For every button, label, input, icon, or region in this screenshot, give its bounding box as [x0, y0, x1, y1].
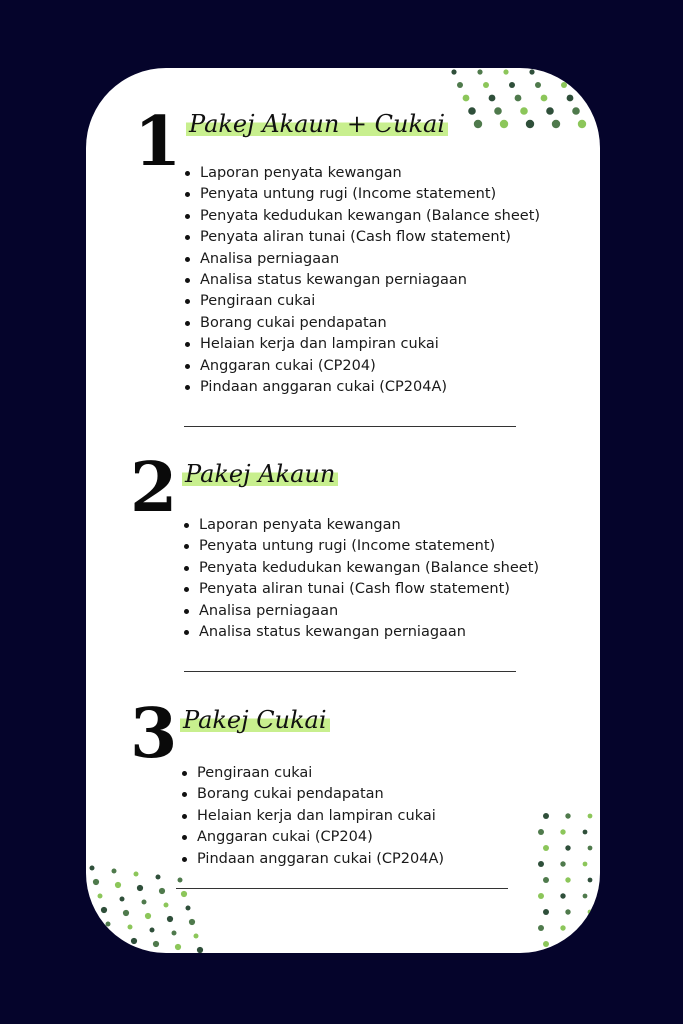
list-item: Penyata aliran tunai (Cash flow statement) — [183, 579, 539, 600]
decorative-dot — [164, 903, 169, 908]
list-item: Laporan penyata kewangan — [183, 515, 539, 536]
decorative-dot — [552, 120, 560, 128]
decorative-dot — [101, 907, 107, 913]
list-item: Penyata kedudukan kewangan (Balance sheet) — [183, 558, 539, 579]
decorative-dot — [194, 934, 199, 939]
list-item: Penyata kedudukan kewangan (Balance sheet) — [184, 206, 540, 227]
decorative-dot — [560, 829, 565, 834]
decorative-dot — [526, 120, 534, 128]
decorative-dot — [477, 69, 482, 74]
list-item: Helaian kerja dan lampiran cukai — [181, 806, 444, 827]
decorative-dot — [503, 69, 508, 74]
decorative-dot — [538, 829, 544, 835]
decorative-dot — [529, 69, 534, 74]
decorative-dot — [156, 875, 161, 880]
decorative-dot — [565, 845, 570, 850]
decorative-dot — [543, 813, 549, 819]
decorative-dots-bottom-left — [86, 858, 216, 953]
package-number: 2 — [130, 448, 178, 528]
decorative-dot — [588, 814, 593, 819]
package-item-list — [184, 163, 540, 398]
decorative-dots-top-right — [446, 68, 600, 138]
decorative-dot — [543, 845, 549, 851]
decorative-dot — [583, 862, 588, 867]
decorative-dot — [178, 878, 183, 883]
decorative-dot — [98, 894, 103, 899]
decorative-dot — [500, 120, 508, 128]
decorative-dot — [588, 910, 593, 915]
package-item-list — [183, 515, 539, 643]
decorative-dot — [153, 941, 159, 947]
decorative-dot — [565, 813, 570, 818]
package-title — [180, 708, 330, 732]
decorative-dots-bottom-right — [534, 808, 600, 953]
decorative-dot — [593, 95, 600, 102]
decorative-dot — [520, 107, 528, 115]
list-item: Helaian kerja dan lampiran cukai — [184, 334, 540, 355]
decorative-dot — [489, 95, 496, 102]
section-divider — [184, 426, 516, 427]
decorative-dot — [565, 909, 570, 914]
decorative-dot — [543, 909, 549, 915]
decorative-dot — [93, 879, 99, 885]
list-item: Anggaran cukai (CP204) — [181, 827, 444, 848]
list-item: Pindaan anggaran cukai (CP204A) — [181, 849, 444, 870]
decorative-dot — [583, 894, 588, 899]
decorative-dot — [560, 893, 565, 898]
list-item: Pengiraan cukai — [184, 291, 540, 312]
decorative-dot — [583, 926, 588, 931]
decorative-dot — [106, 922, 111, 927]
package-title — [182, 462, 338, 486]
package-title-text: Pakej Akaun + Cukai — [186, 110, 448, 138]
decorative-dot — [565, 941, 570, 946]
decorative-dot — [515, 95, 522, 102]
section-divider — [184, 671, 516, 672]
decorative-dot — [474, 120, 482, 128]
decorative-dot — [457, 82, 463, 88]
package-number: 1 — [134, 102, 182, 182]
decorative-dot — [181, 891, 187, 897]
list-item: Anggaran cukai (CP204) — [184, 356, 540, 377]
decorative-dot — [535, 82, 541, 88]
decorative-dot — [588, 878, 593, 883]
decorative-dot — [131, 938, 137, 944]
decorative-dot — [172, 931, 177, 936]
decorative-dot — [538, 925, 544, 931]
decorative-dot — [128, 925, 133, 930]
decorative-dot — [581, 69, 586, 74]
decorative-dot — [123, 910, 129, 916]
list-item: Pindaan anggaran cukai (CP204A) — [184, 377, 540, 398]
decorative-dot — [463, 95, 470, 102]
list-item: Borang cukai pendapatan — [181, 784, 444, 805]
decorative-dot — [145, 913, 151, 919]
decorative-dot — [543, 877, 549, 883]
decorative-dot — [494, 107, 502, 115]
decorative-dot — [572, 107, 580, 115]
decorative-dot — [186, 906, 191, 911]
decorative-dot — [90, 866, 95, 871]
decorative-dot — [598, 107, 600, 115]
decorative-dot — [538, 861, 544, 867]
list-item: Borang cukai pendapatan — [184, 313, 540, 334]
decorative-dot — [150, 928, 155, 933]
decorative-dot — [167, 916, 173, 922]
decorative-dot — [112, 869, 117, 874]
list-item: Penyata untung rugi (Income statement) — [183, 536, 539, 557]
decorative-dot — [555, 69, 560, 74]
package-title — [186, 112, 448, 136]
decorative-dot — [483, 82, 489, 88]
decorative-dot — [115, 882, 121, 888]
decorative-dot — [189, 919, 195, 925]
decorative-dot — [120, 897, 125, 902]
list-item: Penyata untung rugi (Income statement) — [184, 184, 540, 205]
list-item: Analisa status kewangan perniagaan — [183, 622, 539, 643]
list-item: Penyata aliran tunai (Cash flow statement) — [184, 227, 540, 248]
list-item: Laporan penyata kewangan — [184, 163, 540, 184]
decorative-dot — [468, 107, 476, 115]
decorative-dot — [175, 944, 181, 950]
decorative-dot — [567, 95, 574, 102]
package-title-text: Pakej Cukai — [180, 706, 330, 734]
decorative-dot — [561, 82, 567, 88]
decorative-dot — [560, 861, 565, 866]
decorative-dot — [197, 947, 203, 953]
decorative-dot — [159, 888, 165, 894]
decorative-dot — [588, 846, 593, 851]
package-title-text: Pakej Akaun — [182, 460, 338, 488]
decorative-dot — [109, 935, 115, 941]
decorative-dot — [137, 885, 143, 891]
decorative-dot — [134, 872, 139, 877]
list-item: Analisa status kewangan perniagaan — [184, 270, 540, 291]
list-item: Pengiraan cukai — [181, 763, 444, 784]
decorative-dot — [587, 82, 593, 88]
list-item: Analisa perniagaan — [184, 249, 540, 270]
decorative-dot — [583, 830, 588, 835]
decorative-dot — [541, 95, 548, 102]
decorative-dot — [588, 942, 593, 947]
decorative-dot — [546, 107, 554, 115]
decorative-dot — [509, 82, 515, 88]
decorative-dot — [543, 941, 549, 947]
decorative-dot — [451, 69, 456, 74]
package-item-list — [181, 763, 444, 870]
price-card — [86, 68, 600, 953]
section-divider — [176, 888, 508, 889]
package-number: 3 — [130, 694, 178, 774]
decorative-dot — [142, 900, 147, 905]
decorative-dot — [565, 877, 570, 882]
decorative-dot — [560, 925, 565, 930]
decorative-dot — [538, 893, 544, 899]
decorative-dot — [578, 120, 586, 128]
list-item: Analisa perniagaan — [183, 601, 539, 622]
